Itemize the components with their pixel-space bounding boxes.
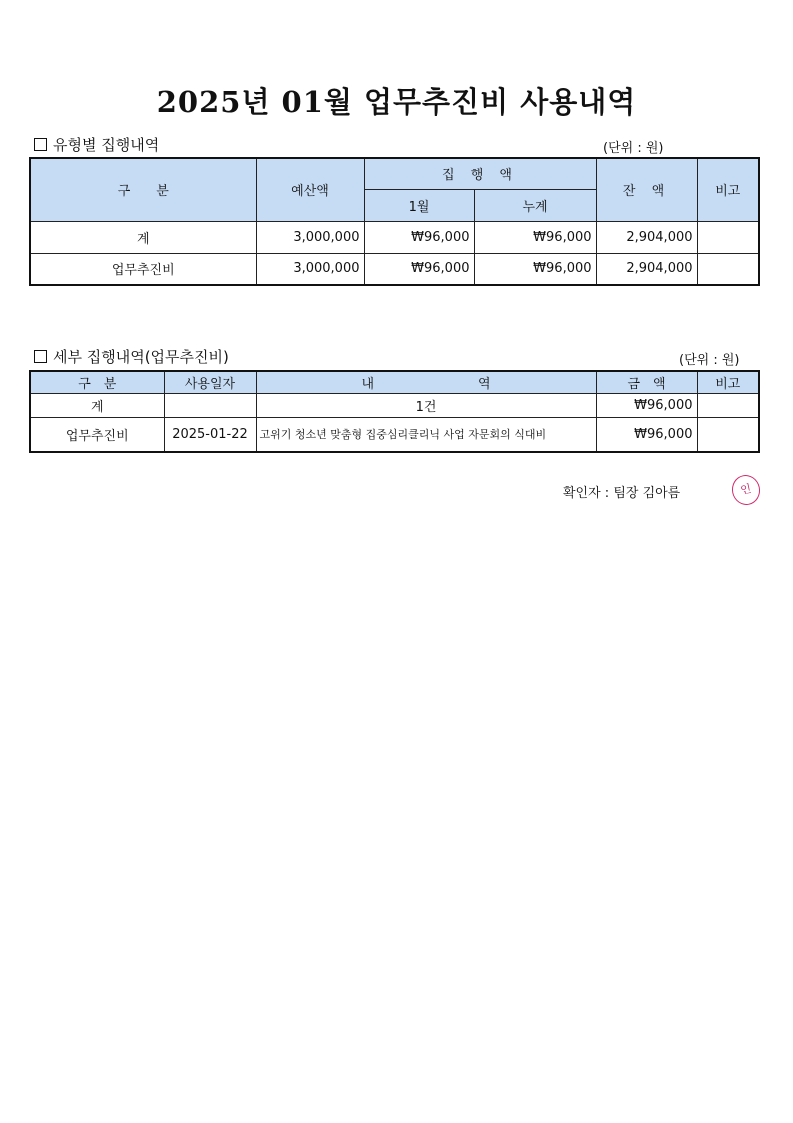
cell-amount: ₩96,000 bbox=[596, 393, 697, 417]
cell-month: ₩96,000 bbox=[364, 221, 474, 253]
cell-month: ₩96,000 bbox=[364, 253, 474, 285]
header-budget: 예산액 bbox=[256, 158, 364, 221]
section2-unit: (단위 : 원) bbox=[679, 353, 740, 368]
cell-date bbox=[164, 393, 256, 417]
header-category: 구 분 bbox=[30, 158, 256, 221]
section2-heading bbox=[34, 346, 229, 367]
header-remarks: 비고 bbox=[697, 371, 759, 393]
cell-remarks bbox=[697, 253, 759, 285]
header-category: 구 분 bbox=[30, 371, 164, 393]
cell-cumulative: ₩96,000 bbox=[474, 221, 596, 253]
cell-category: 계 bbox=[30, 393, 164, 417]
checkbox-square-icon bbox=[34, 350, 47, 363]
section2-heading-text: 세부 집행내역(업무추진비) bbox=[53, 348, 229, 366]
header-date: 사용일자 bbox=[164, 371, 256, 393]
cell-remarks bbox=[697, 393, 759, 417]
cell-cumulative: ₩96,000 bbox=[474, 253, 596, 285]
page-title: 2025년 01월 업무추진비 사용내역 bbox=[156, 85, 637, 119]
cell-category: 업무추진비 bbox=[30, 253, 256, 285]
header-detail: 내 역 bbox=[256, 371, 596, 393]
table-row bbox=[30, 221, 759, 253]
header-execution: 집 행 액 bbox=[364, 158, 596, 189]
cell-budget: 3,000,000 bbox=[256, 221, 364, 253]
cell-remarks bbox=[697, 417, 759, 452]
cell-category: 업무추진비 bbox=[30, 417, 164, 452]
cell-balance: 2,904,000 bbox=[596, 253, 697, 285]
section1-heading bbox=[34, 134, 159, 155]
confirmer-label: 확인자 : 팀장 김아름 bbox=[563, 486, 681, 501]
seal-stamp-icon: 인 bbox=[729, 472, 763, 507]
detail-table bbox=[29, 370, 760, 453]
header-month: 1월 bbox=[364, 189, 474, 221]
header-balance: 잔 액 bbox=[596, 158, 697, 221]
cell-budget: 3,000,000 bbox=[256, 253, 364, 285]
header-amount: 금 액 bbox=[596, 371, 697, 393]
summary-table bbox=[29, 157, 760, 286]
cell-category: 계 bbox=[30, 221, 256, 253]
header-remarks: 비고 bbox=[697, 158, 759, 221]
table-row bbox=[30, 253, 759, 285]
cell-balance: 2,904,000 bbox=[596, 221, 697, 253]
table-row bbox=[30, 393, 759, 417]
checkbox-square-icon bbox=[34, 138, 47, 151]
cell-detail: 1건 bbox=[256, 393, 596, 417]
section1-heading-text: 유형별 집행내역 bbox=[53, 136, 160, 154]
cell-detail: 고위기 청소년 맞춤형 집중심리클리닉 사업 자문회의 식대비 bbox=[256, 417, 596, 452]
header-cumulative: 누계 bbox=[474, 189, 596, 221]
cell-date: 2025-01-22 bbox=[164, 417, 256, 452]
section1-unit: (단위 : 원) bbox=[603, 141, 664, 156]
cell-remarks bbox=[697, 221, 759, 253]
cell-amount: ₩96,000 bbox=[596, 417, 697, 452]
table-row bbox=[30, 417, 759, 452]
